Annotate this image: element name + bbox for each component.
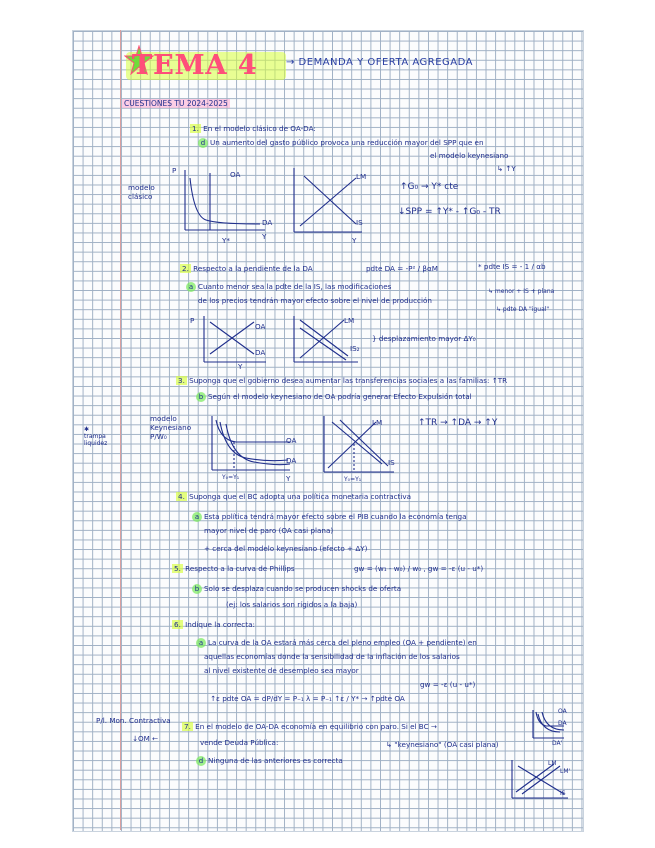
q7-g-is-label: IS: [560, 790, 566, 797]
q1-question: 1. En el modelo clásico de OA-DA:: [192, 124, 316, 133]
q1-g1-y-label: Y: [262, 232, 267, 241]
q2-g2-is-label: IS₂: [350, 344, 360, 353]
q2-note-2: ↳ pdte DA "igual": [496, 306, 550, 313]
q1-g1-oa-label: OA: [230, 170, 241, 179]
q6-answer-cont-2: al nivel existente de desempleo sea mayor: [204, 666, 359, 675]
q3-question: 3. Suponga que el gobierno desea aumentar las transferencias sociales a las familias: ↑TR: [178, 376, 508, 385]
q3-answer: b Según el modelo keynesiano de OA podría generar Efecto Expulsión total: [196, 392, 472, 402]
q3-is-lm-graph: [318, 414, 398, 484]
section-heading: CUESTIONES TU 2024-2025: [124, 99, 228, 108]
q4-note: + cerca del modelo keynesiano (efecto + ΔY): [204, 544, 368, 553]
q7-g-lm2-label: LM': [560, 768, 571, 775]
q2-g1-y-label: Y: [238, 362, 243, 371]
q2-formula-da: pdte DA = -P² / βαM: [366, 264, 438, 273]
q2-g1-da-label: DA: [255, 348, 266, 357]
q4-answer-cont: mayor nivel de paro (OA casi plana): [204, 526, 334, 535]
q1-answer: d Un aumento del gasto público provoca una reducción mayor del SPP que en: [198, 138, 484, 148]
q5-question: 5. Respecto a la curva de Phillips: [174, 564, 295, 573]
q7-g-oa-label: OA: [558, 708, 567, 715]
q5-answer-cont: (ej: los salarios son rígidos a la baja): [226, 600, 358, 609]
q1-g1-da-label: DA: [262, 218, 273, 227]
q3-chain: ↑TR → ↑DA → ↑Y: [418, 418, 498, 428]
q1-g2-y-label: Y: [352, 236, 357, 245]
q7-g-lm-label: LM: [548, 760, 557, 767]
q1-arrow: ↳ ↑Y: [497, 164, 516, 173]
q2-answer-cont: de los precios tendrán mayor efecto sobre el nivel de producción: [198, 296, 432, 305]
q2-answer: a Cuanto menor sea la pdte de la IS, las modificaciones: [186, 282, 391, 292]
q4-question: 4. Suponga que el BC adopta una política monetaria contractiva: [178, 492, 412, 501]
q3-oa-da-graph: [206, 414, 296, 484]
q6-formula: gw = -ε (u - u*): [420, 680, 476, 689]
q1-answer-cont: el modelo keynesiano: [430, 151, 509, 160]
q6-formula-2: ↑ε pdte OA = dP/dY = P₋₁ λ = P₋₁ ↑ε / Y* → ↑pdte OA: [210, 694, 405, 703]
q7-g-da2-label: DA': [552, 740, 563, 747]
q2-brace-note: } desplazamiento mayor ΔY₀: [372, 334, 476, 343]
q2-g1-oa-label: OA: [255, 322, 266, 331]
q7-g-da-label: DA: [558, 720, 567, 727]
q2-g2-lm-label: LM: [344, 316, 355, 325]
q1-side-label: modelo clásico: [128, 183, 155, 201]
q3-side-label: modelo Keynesiano P/W₀: [150, 414, 192, 441]
q3-g2-lm-label: LM: [372, 418, 383, 427]
q6-answer-cont: aquellas economías donde la sensibilidad de la inflación de los salarios: [204, 652, 460, 661]
q1-g2-is-label: IS: [356, 218, 363, 227]
q2-note-1: ↳ menor + IS + plana: [488, 288, 555, 295]
q6-answer: a La curva de la OA estará más cerca del pleno empleo (OA + pendiente) en: [196, 638, 477, 648]
q3-side-note: ✱ trampa liquidez: [84, 426, 108, 447]
q3-g1-y-label: Y: [286, 474, 291, 483]
q7-note: ↳ "keynesiano" (OA casi plana): [386, 740, 499, 749]
q2-formula-is: * pdte IS = - 1 / αb: [478, 262, 546, 271]
q5-formula: gw = (w₁ - w₀) / w₀ , gw = -ε (u - u*): [354, 564, 484, 573]
q4-answer: a Esta política tendrá mayor efecto sobre el PIB cuando la economía tenga: [192, 512, 466, 522]
q3-g1-da-label: DA: [286, 456, 297, 465]
q2-g1-p-label: P: [190, 316, 195, 325]
q3-g2-is-label: IS: [388, 458, 395, 467]
q2-question: 2. Respecto a la pendiente de la DA: [182, 264, 313, 273]
q1-g1-p-label: P: [172, 166, 177, 175]
q1-formula-2: ↓SPP = ↑Y* - ↑G₀ - TR: [398, 207, 501, 217]
q7-margin-arrow: ↓OM ←: [132, 734, 159, 743]
margin-line: [120, 30, 121, 830]
q1-g1-ystar-label: Y*: [222, 236, 230, 245]
q7-answer: d Ninguna de las anteriores es correcta: [196, 756, 343, 766]
q5-answer: b Solo se desplaza cuando se producen shocks de oferta: [192, 584, 401, 594]
q3-g1-y0-label: Y₀=Y₁: [222, 474, 240, 481]
q7-question-cont: vende Deuda Pública:: [200, 738, 279, 747]
page-subtitle: → DEMANDA Y OFERTA AGREGADA: [286, 57, 474, 68]
q1-formula-1: ↑G₀ → Y* cte: [400, 182, 459, 192]
q6-question: 6. Indique la correcta:: [174, 620, 255, 629]
page-title: TEMA 4: [132, 50, 258, 81]
q1-g2-lm-label: LM: [356, 172, 367, 181]
q7-margin-label: P/l. Mon. Contractiva: [96, 716, 171, 725]
q3-g1-oa-label: OA: [286, 436, 297, 445]
q7-question: 7. En el modelo de OA-DA economía en equilibrio con paro. Si el BC →: [184, 722, 437, 731]
q3-g2-y-label: Y₀=Y₁: [344, 476, 362, 483]
